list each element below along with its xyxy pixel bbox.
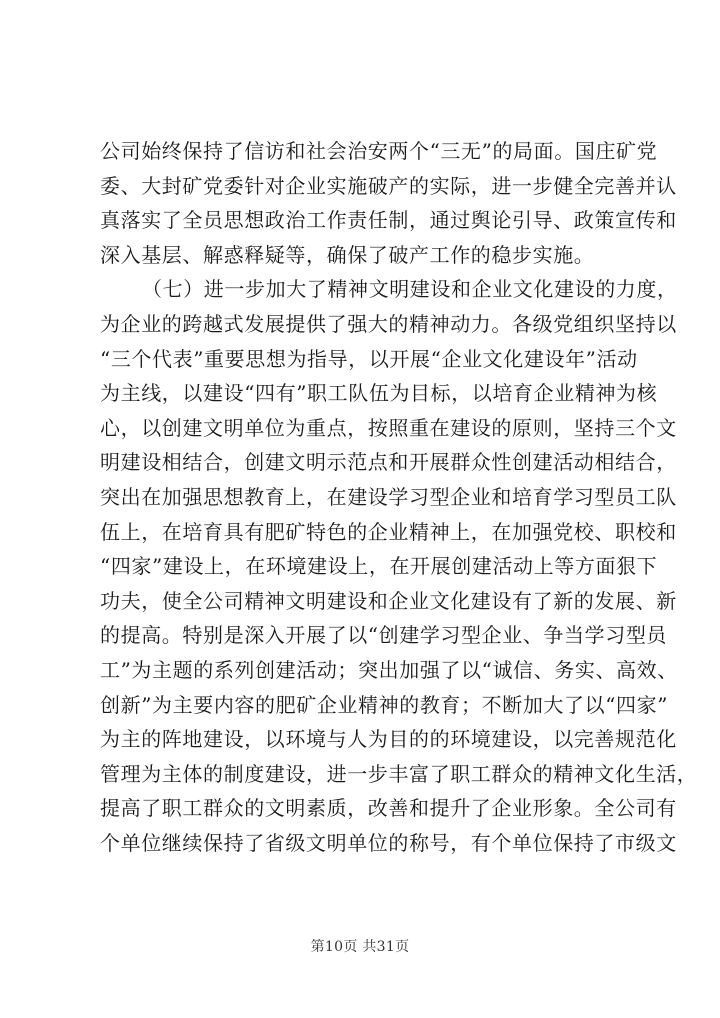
text-line: 管理为主体的制度建设，进一步丰富了职工群众的精神文化生活， <box>100 761 698 786</box>
text-line: 创新”为主要内容的肥矿企业精神的教育；不断加大了以“四家” <box>100 692 669 717</box>
text-line: 深入基层、解惑释疑等，确保了破产工作的稳步实施。 <box>100 242 595 267</box>
text-line: 的提高。特别是深入开展了以“创建学习型企业、争当学习型员 <box>100 623 668 648</box>
text-line: 公司始终保持了信访和社会治安两个“三无”的局面。国庄矿党 <box>100 139 658 163</box>
text-line: 个单位继续保持了省级文明单位的称号，有个单位保持了市级文 <box>100 830 677 855</box>
text-line: 突出在加强思想教育上，在建设学习型企业和培育学习型员工队 <box>100 484 677 509</box>
text-line: 明建设相结合，创建文明示范点和开展群众性创建活动相结合， <box>100 450 677 475</box>
text-line: “三个代表”重要思想为指导，以开展“企业文化建设年”活动 <box>100 346 638 371</box>
text-line: 伍上，在培育具有肥矿特色的企业精神上，在加强党校、职校和 <box>100 519 677 544</box>
text-line: 为主线，以建设“四有”职工队伍为目标，以培育企业精神为核 <box>100 381 658 406</box>
text-line: 功夫，使全公司精神文明建设和企业文化建设有了新的发展、新 <box>100 588 677 613</box>
document-body <box>100 134 698 860</box>
text-line: “四家”建设上，在环境建设上，在开展创建活动上等方面狠下 <box>100 554 658 579</box>
text-line: 工”为主题的系列创建活动；突出加强了以“诚信、务实、高效、 <box>100 657 678 682</box>
paragraph-first-line: （七）进一步加大了精神文明建设和企业文化建设的力度， <box>142 277 678 302</box>
text-line: 为企业的跨越式发展提供了强大的精神动力。各级党组织坚持以 <box>100 311 677 336</box>
text-line: 心，以创建文明单位为重点，按照重在建设的原则，坚持三个文 <box>100 415 677 440</box>
page-number-footer: 第10页 共31页 <box>310 939 410 955</box>
text-line: 为主的阵地建设，以环境与人为目的的环境建设，以完善规范化 <box>100 727 677 752</box>
text-line: 真落实了全员思想政治工作责任制，通过舆论引导、政策宣传和 <box>100 208 677 233</box>
text-line: 委、大封矿党委针对企业实施破产的实际，进一步健全完善并认 <box>100 173 677 198</box>
text-line: 提高了职工群众的文明素质，改善和提升了企业形象。全公司有 <box>100 796 677 821</box>
